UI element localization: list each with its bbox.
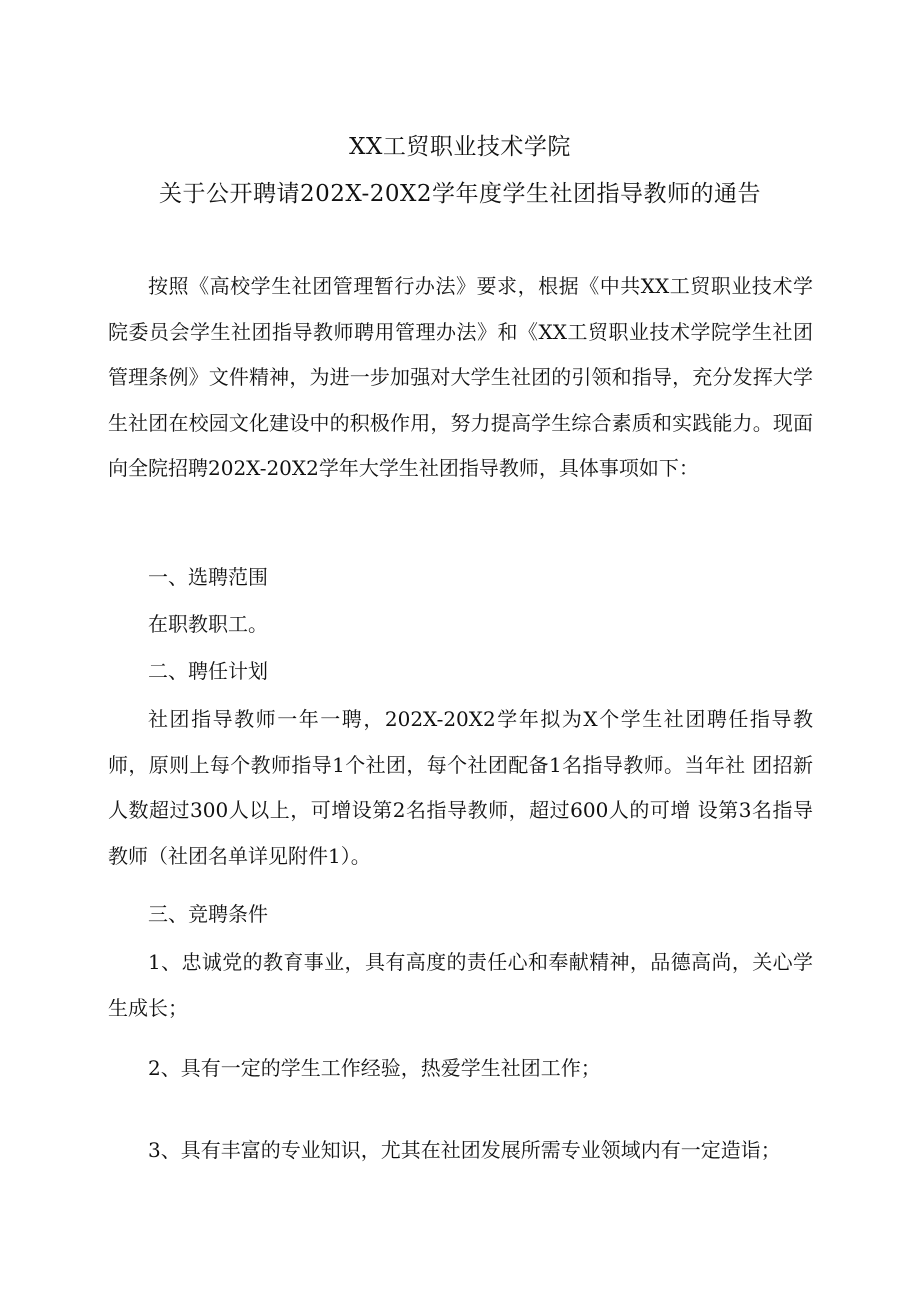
section-text-plan: 社团指导教师一年一聘，202X-20X2学年拟为X个学生社团聘任指导教师，原则上每个教师指导1个社团，每个社团配备1名指导教师。当年社 团招新人数超过300人以上，可增设第2名指导教师，超过600人的可增 设第3名指导教师（社团名单详见附件1）。 <box>108 707 813 868</box>
condition-item-2: 2、具有一定的学生工作经验，热爱学生社团工作； <box>148 1056 601 1080</box>
condition-item-3: 3、具有丰富的专业知识，尤其在社团发展所需专业领域内有一定造诣； <box>148 1138 781 1162</box>
section-text-scope: 在职教职工。 <box>148 612 268 636</box>
section-heading-conditions: 三、竞聘条件 <box>148 902 268 926</box>
document-title-notice: 关于公开聘请202X-20X2学年度学生社团指导教师的通告 <box>159 181 761 207</box>
document-title-institution: XX工贸职业技术学院 <box>349 134 571 160</box>
condition-item-1: 1、忠诚党的教育事业，具有高度的责任心和奉献精神，品德高尚，关心学生成长； <box>108 950 813 1020</box>
intro-paragraph: 按照《高校学生社团管理暂行办法》要求，根据《中共XX工贸职业技术学院委员会学生社团指导教师聘用管理办法》和《XX工贸职业技术学院学生社团管理条例》文件精神，为进一步加强对大学生社团的引领和指导，充分发挥大学生社团在校园文化建设中的积极作用，努力提高学生综合素质和实践能力。现面向全院招聘202X-20X2学年大学生社团指导教师，具体事项如下： <box>108 274 813 480</box>
section-heading-scope: 一、选聘范围 <box>148 565 268 589</box>
section-heading-plan: 二、聘任计划 <box>148 659 268 683</box>
